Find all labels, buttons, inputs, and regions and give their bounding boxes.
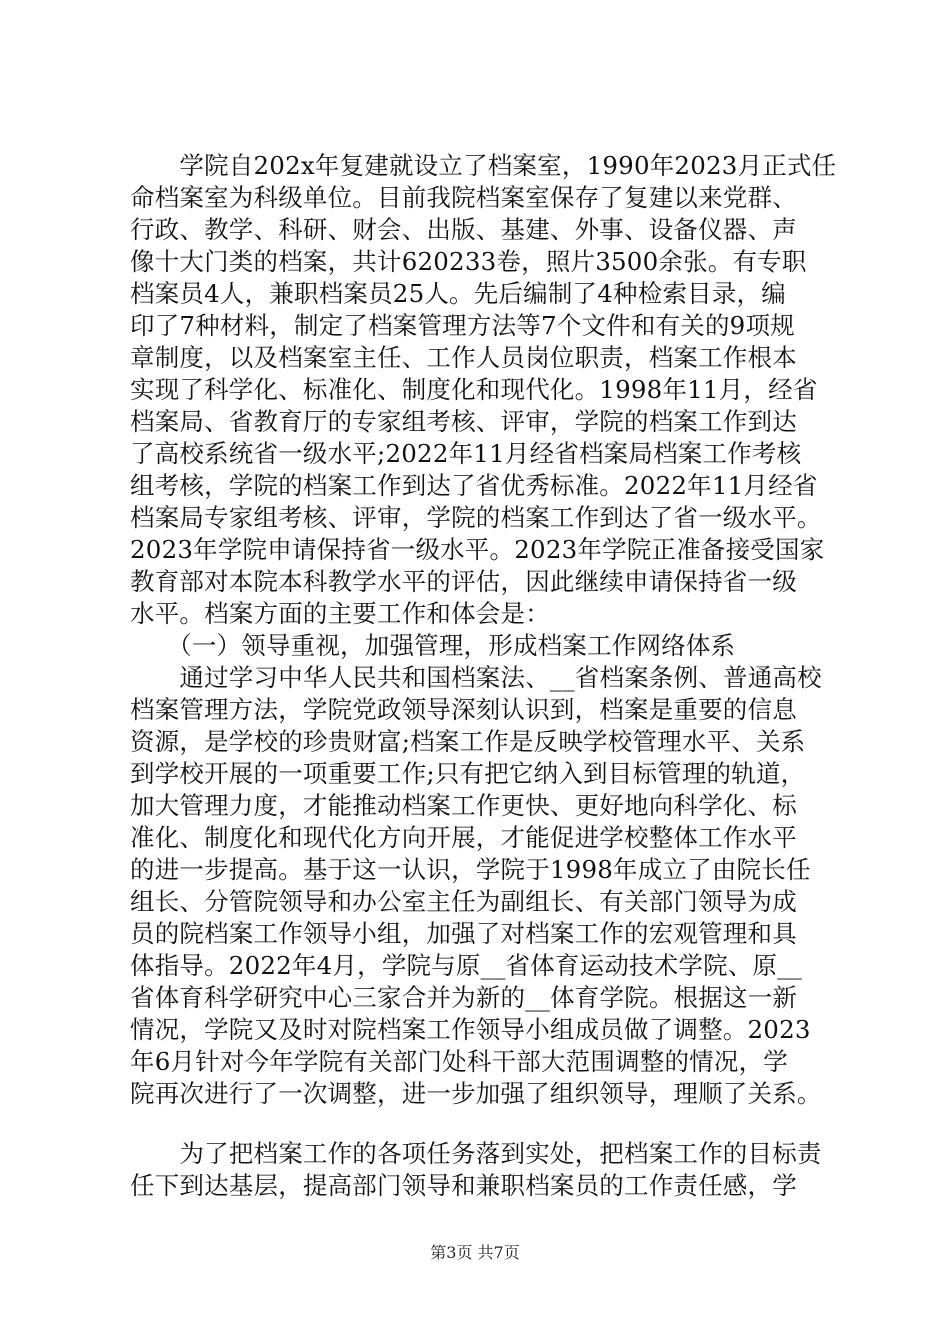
paragraph-gap (130, 1110, 830, 1138)
section-heading: （一）领导重视，加强管理，形成档案工作网络体系 (130, 631, 736, 660)
text-line: 章制度，以及档案室主任、工作人员岗位职责，档案工作根本 (130, 343, 797, 372)
text-line: 了高校系统省一级水平;2022年11月经省档案局档案工作考核 (130, 439, 802, 468)
text-line: 通过学习中华人民共和国档案法、__省档案条例、普通高校 (130, 663, 822, 692)
text-line: 印了7种材料，制定了档案管理方法等7个文件和有关的9项规 (130, 311, 795, 340)
paragraph-1 (130, 150, 837, 630)
text-line: 行政、教学、科研、财会、出版、基建、外事、设备仪器、声 (130, 215, 797, 244)
text-line: 年6月针对今年学院有关部门处科干部大范围调整的情况，学 (130, 1047, 788, 1076)
text-line: 情况，学院又及时对院档案工作领导小组成员做了调整。2023 (130, 1015, 811, 1044)
document-body (130, 150, 837, 1202)
text-line: 到学校开展的一项重要工作;只有把它纳入到目标管理的轨道， (130, 759, 806, 788)
text-line: 组长、分管院领导和办公室主任为副组长、有关部门领导为成 (130, 887, 797, 916)
paragraph-3 (130, 1138, 830, 1202)
text-line: 档案管理方法，学院党政领导深刻认识到，档案是重要的信息 (130, 695, 797, 724)
text-line: 院再次进行了一次调整，进一步加强了组织领导，理顺了关系。 (130, 1079, 822, 1108)
text-line: 的进一步提高。基于这一认识，学院于1998年成立了由院长任 (130, 855, 811, 884)
text-line: 省体育科学研究中心三家合并为新的__体育学院。根据这一新 (130, 983, 798, 1012)
text-line: 为了把档案工作的各项任务落到实处，把档案工作的目标责 (130, 1139, 822, 1168)
text-line: 资源，是学校的珍贵财富;档案工作是反映学校管理水平、关系 (130, 727, 806, 756)
page-number: 第3页 共7页 (430, 1243, 520, 1262)
text-line: 档案局专家组考核、评审，学院的档案工作到达了省一级水平。 (130, 503, 822, 532)
text-line: 任下到达基层，提高部门领导和兼职档案员的工作责任感，学 (130, 1171, 797, 1200)
text-line: 体指导。2022年4月，学院与原__省体育运动技术学院、原__ (130, 951, 803, 980)
text-line: 加大管理力度，才能推动档案工作更快、更好地向科学化、标 (130, 791, 797, 820)
text-line: 水平。档案方面的主要工作和体会是： (130, 599, 550, 628)
text-line: 实现了科学化、标准化、制度化和现代化。1998年11月，经省 (130, 375, 818, 404)
text-line: 档案局、省教育厅的专家组考核、评审，学院的档案工作到达 (130, 407, 797, 436)
text-line: 2023年学院申请保持省一级水平。2023年学院正准备接受国家 (130, 535, 825, 564)
text-line: 像十大门类的档案，共计620233卷，照片3500余张。有专职 (130, 247, 807, 276)
paragraph-2 (130, 662, 830, 1110)
text-line: 组考核，学院的档案工作到达了省优秀标准。2022年11月经省 (130, 471, 818, 500)
text-line: 准化、制度化和现代化方向开展，才能促进学校整体工作水平 (130, 823, 797, 852)
text-line: 档案员4人，兼职档案员25人。先后编制了4种检索目录，编 (130, 279, 786, 308)
text-line: 命档案室为科级单位。目前我院档案室保存了复建以来党群、 (130, 183, 797, 212)
text-line: 教育部对本院本科教学水平的评估，因此继续申请保持省一级 (130, 567, 797, 596)
text-line: 员的院档案工作领导小组，加强了对档案工作的宏观管理和具 (130, 919, 797, 948)
text-line: 学院自202x年复建就设立了档案室，1990年2023月正式任 (130, 151, 837, 180)
